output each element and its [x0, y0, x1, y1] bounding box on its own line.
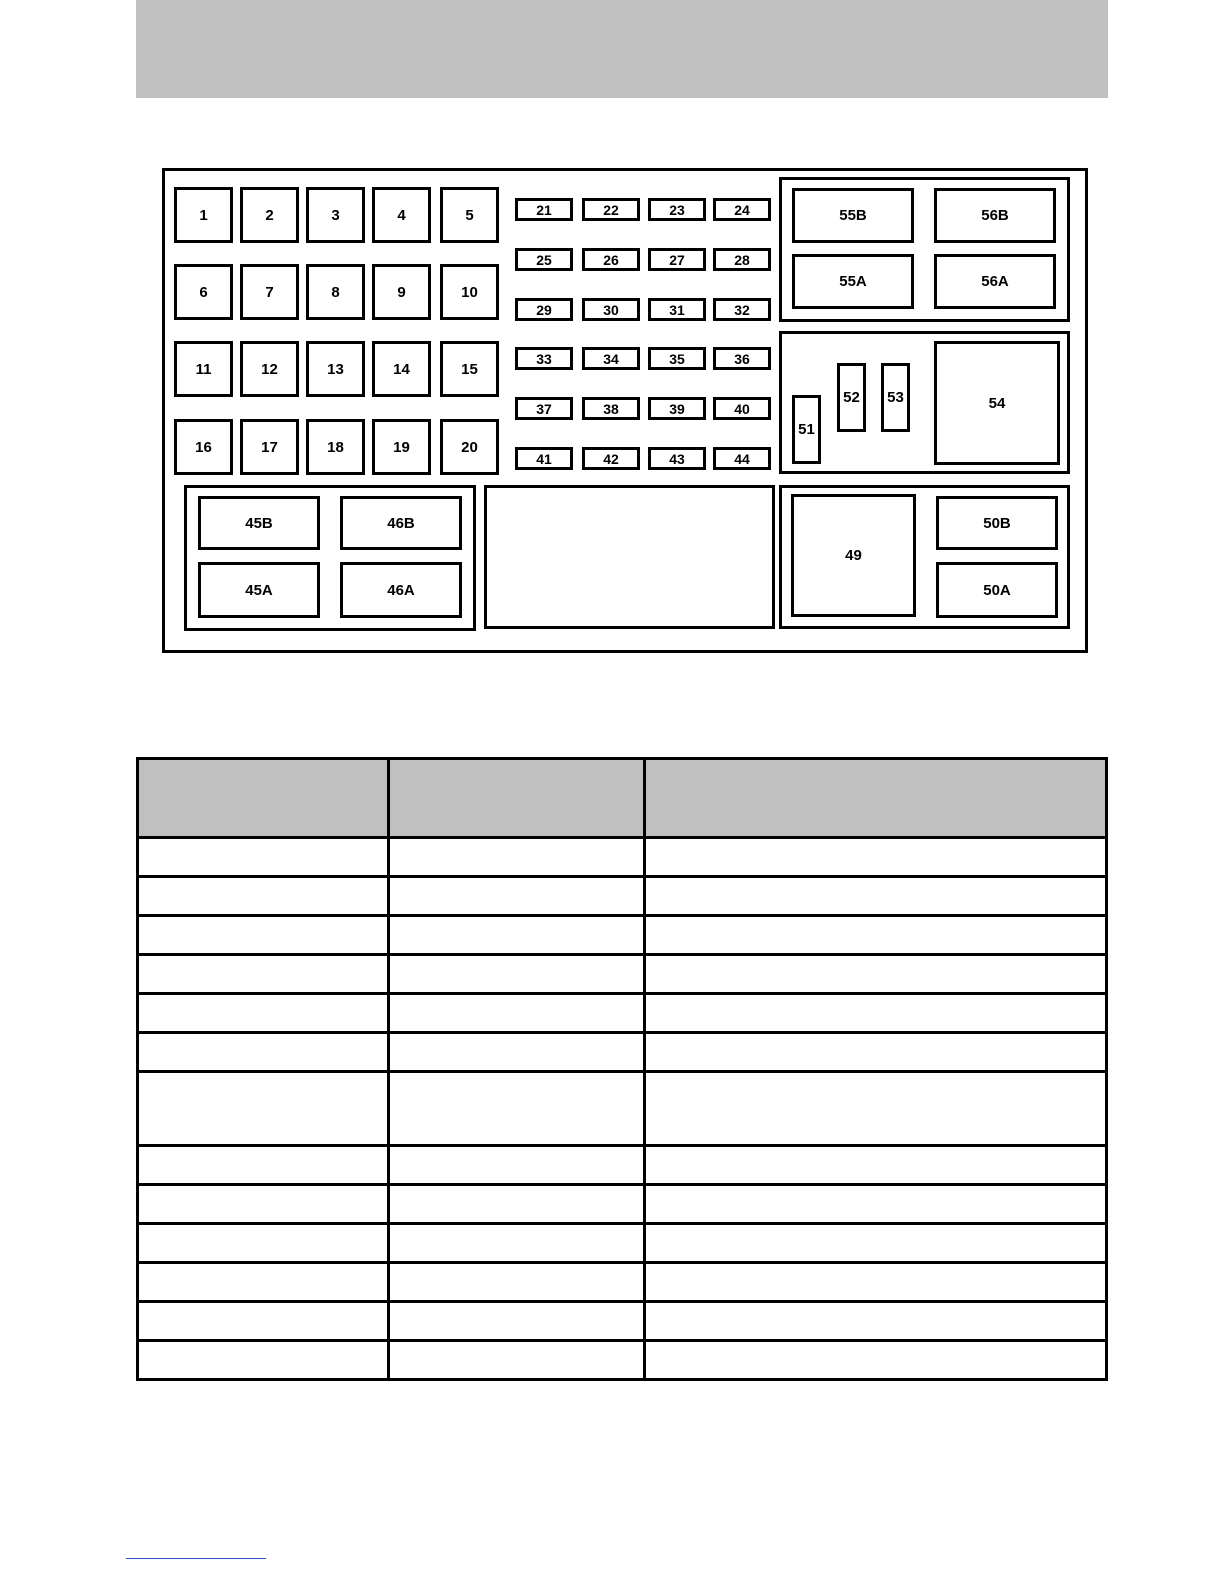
table-cell: [139, 1264, 387, 1300]
fuse-10: 10: [440, 264, 499, 320]
table-row: [139, 1183, 1105, 1222]
fuse-33: 33: [515, 347, 573, 370]
header-band: [136, 0, 1108, 98]
fuse-2: 2: [240, 187, 299, 243]
table-cell: [139, 995, 387, 1031]
table-row: [139, 1300, 1105, 1339]
fuse-49: 49: [791, 494, 916, 617]
table-cell: [139, 1073, 387, 1144]
table-cell: [139, 878, 387, 914]
fuse-39: 39: [648, 397, 706, 420]
table-row: [139, 914, 1105, 953]
fuse-46a: 46A: [340, 562, 462, 618]
table-cell: [139, 839, 387, 875]
fuse-52: 52: [837, 363, 866, 432]
fuse-43: 43: [648, 447, 706, 470]
fuse-51: 51: [792, 395, 821, 464]
table-cell: [387, 839, 643, 875]
table-row: [139, 992, 1105, 1031]
table-cell: [139, 1034, 387, 1070]
fuse-46b: 46B: [340, 496, 462, 550]
fuse-45a: 45A: [198, 562, 320, 618]
table-cell: [387, 760, 643, 836]
table-cell: [139, 1303, 387, 1339]
fuse-50a: 50A: [936, 562, 1058, 618]
table-row: [139, 875, 1105, 914]
table-cell: [387, 1147, 643, 1183]
fuse-8: 8: [306, 264, 365, 320]
fuse-table: [136, 757, 1108, 1381]
table-cell: [643, 995, 1105, 1031]
fuse-24: 24: [713, 198, 771, 221]
table-cell: [139, 760, 387, 836]
table-header-row: [139, 760, 1105, 836]
table-cell: [643, 1186, 1105, 1222]
table-row: [139, 1339, 1105, 1378]
fuse-20: 20: [440, 419, 499, 475]
table-cell: [139, 1186, 387, 1222]
fuse-40: 40: [713, 397, 771, 420]
table-cell: [643, 760, 1105, 836]
fuse-28: 28: [713, 248, 771, 271]
table-cell: [139, 1225, 387, 1261]
fuse-55b: 55B: [792, 188, 914, 243]
table-cell: [643, 1147, 1105, 1183]
fuse-5: 5: [440, 187, 499, 243]
fuse-41: 41: [515, 447, 573, 470]
footer-link-line: [126, 1558, 266, 1559]
fuse-34: 34: [582, 347, 640, 370]
table-cell: [387, 1186, 643, 1222]
table-row: [139, 1070, 1105, 1144]
fuse-4: 4: [372, 187, 431, 243]
fuse-31: 31: [648, 298, 706, 321]
table-cell: [387, 1034, 643, 1070]
fuse-19: 19: [372, 419, 431, 475]
fuse-12: 12: [240, 341, 299, 397]
fuse-panel-diagram: [162, 168, 1088, 653]
fuse-54: 54: [934, 341, 1060, 465]
table-cell: [387, 1225, 643, 1261]
fuse-37: 37: [515, 397, 573, 420]
fuse-53: 53: [881, 363, 910, 432]
table-row: [139, 1222, 1105, 1261]
fuse-15: 15: [440, 341, 499, 397]
fuse-23: 23: [648, 198, 706, 221]
table-cell: [139, 956, 387, 992]
table-cell: [139, 1342, 387, 1378]
fuse-18: 18: [306, 419, 365, 475]
fuse-36: 36: [713, 347, 771, 370]
fuse-32: 32: [713, 298, 771, 321]
table-row: [139, 1261, 1105, 1300]
table-cell: [643, 1225, 1105, 1261]
table-row: [139, 836, 1105, 875]
table-cell: [387, 878, 643, 914]
table-cell: [387, 1342, 643, 1378]
table-cell: [643, 1034, 1105, 1070]
fuse-21: 21: [515, 198, 573, 221]
fuse-55a: 55A: [792, 254, 914, 309]
table-cell: [387, 1073, 643, 1144]
table-cell: [643, 1303, 1105, 1339]
fuse-16: 16: [174, 419, 233, 475]
table-cell: [643, 839, 1105, 875]
table-cell: [387, 956, 643, 992]
table-cell: [387, 995, 643, 1031]
fuse-17: 17: [240, 419, 299, 475]
fuse-44: 44: [713, 447, 771, 470]
fuse-9: 9: [372, 264, 431, 320]
fuse-42: 42: [582, 447, 640, 470]
fuse-7: 7: [240, 264, 299, 320]
table-cell: [387, 917, 643, 953]
empty-compartment: [484, 485, 775, 629]
fuse-30: 30: [582, 298, 640, 321]
fuse-22: 22: [582, 198, 640, 221]
table-cell: [387, 1264, 643, 1300]
table-cell: [643, 1073, 1105, 1144]
fuse-56a: 56A: [934, 254, 1056, 309]
table-cell: [139, 917, 387, 953]
table-cell: [139, 1147, 387, 1183]
table-row: [139, 1144, 1105, 1183]
fuse-27: 27: [648, 248, 706, 271]
fuse-26: 26: [582, 248, 640, 271]
table-cell: [643, 956, 1105, 992]
table-row: [139, 1031, 1105, 1070]
fuse-35: 35: [648, 347, 706, 370]
table-cell: [643, 917, 1105, 953]
fuse-11: 11: [174, 341, 233, 397]
table-cell: [387, 1303, 643, 1339]
fuse-13: 13: [306, 341, 365, 397]
fuse-25: 25: [515, 248, 573, 271]
fuse-14: 14: [372, 341, 431, 397]
table-cell: [643, 878, 1105, 914]
fuse-6: 6: [174, 264, 233, 320]
fuse-45b: 45B: [198, 496, 320, 550]
table-row: [139, 953, 1105, 992]
fuse-56b: 56B: [934, 188, 1056, 243]
table-cell: [643, 1342, 1105, 1378]
fuse-29: 29: [515, 298, 573, 321]
fuse-3: 3: [306, 187, 365, 243]
table-cell: [643, 1264, 1105, 1300]
fuse-50b: 50B: [936, 496, 1058, 550]
fuse-38: 38: [582, 397, 640, 420]
fuse-1: 1: [174, 187, 233, 243]
